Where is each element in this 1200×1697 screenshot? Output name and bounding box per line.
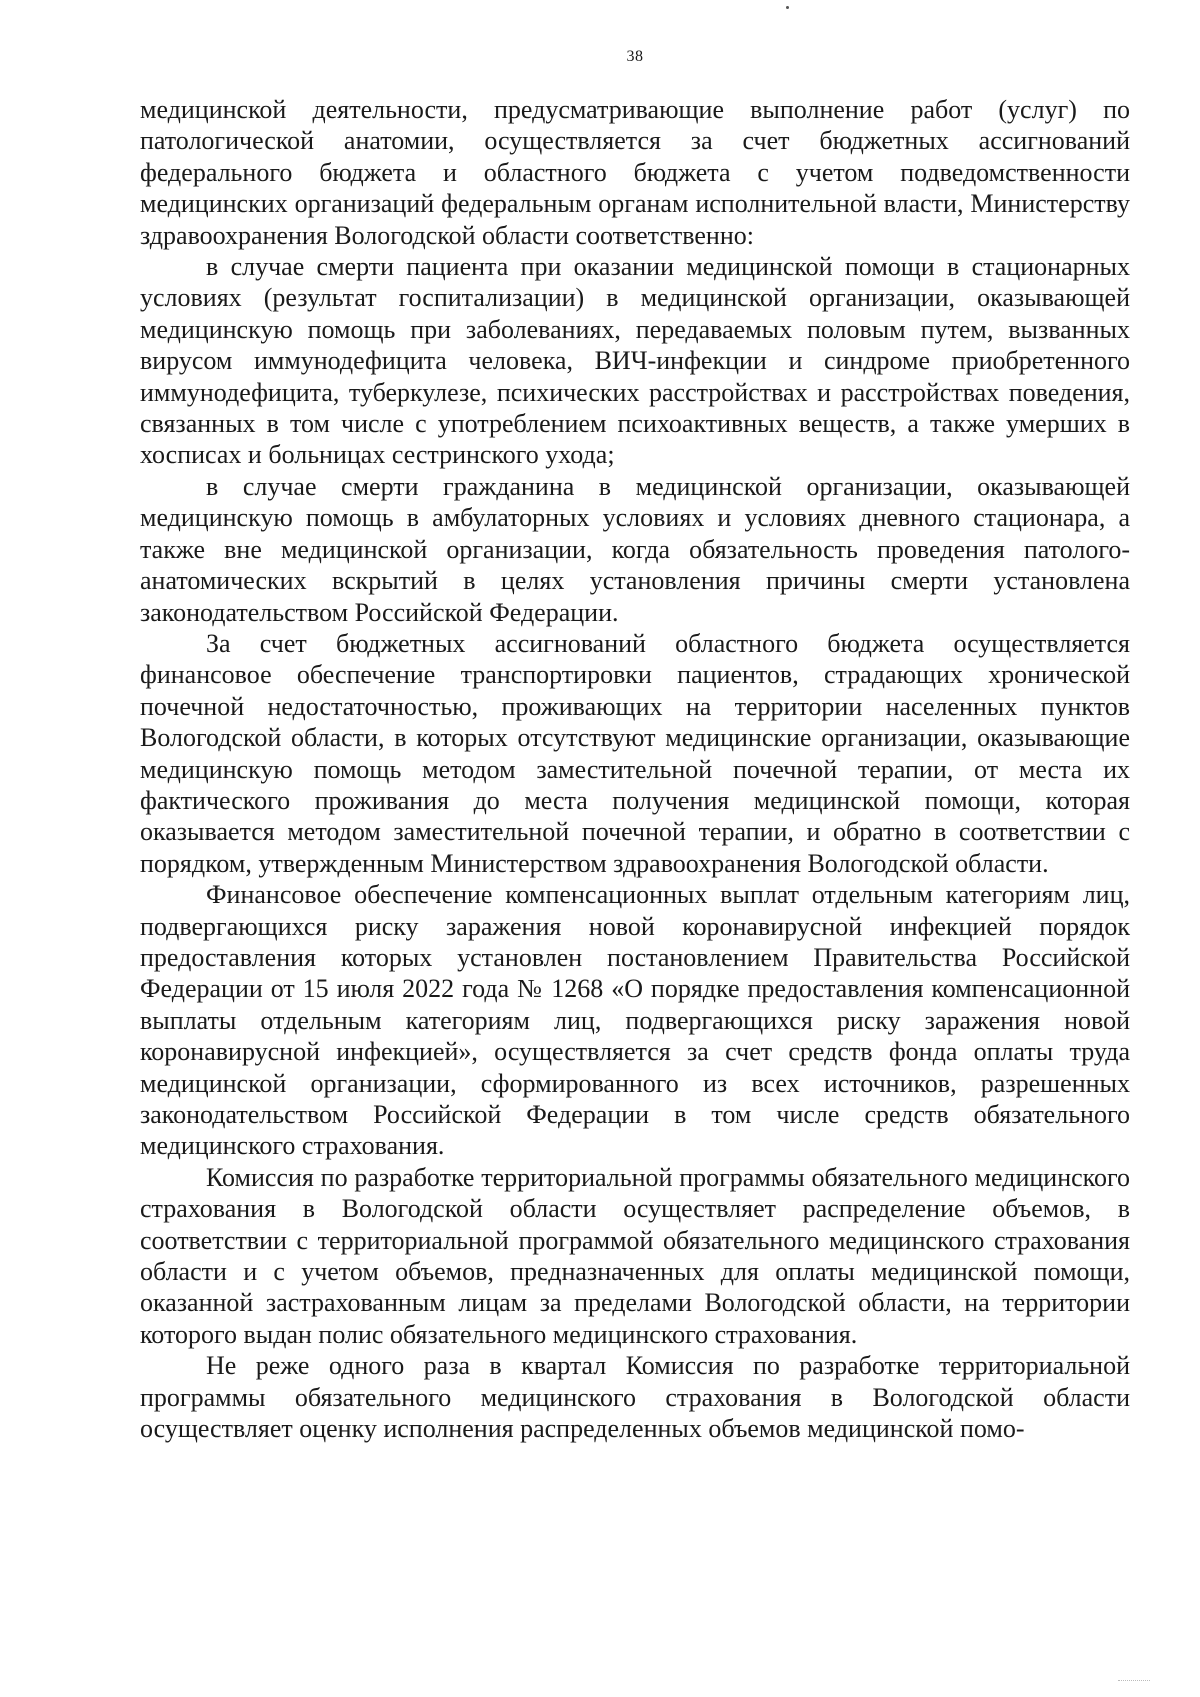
paragraph-7: Не реже одного раза в квартал Комиссия по разработке территориальной программы обязательного медицинского страхования в Вологодской области осуществляет оценку исполнения распределенных объемов медицинской помо-	[140, 1351, 1130, 1444]
paragraph-2: в случае смерти пациента при оказании медицинской помощи в стационарных условиях (результат госпитализации) в медицинской организации, оказывающей медицинскую помощь при заболеваниях, передаваемых половым путем, вызванных вирусом иммунодефицита человека, ВИЧ-инфекции и синдроме приобретенного иммунодефицита, туберкулезе, психических расстройствах и расстройствах поведения, связанных в том числе с употреблением психоактивных веществ, а также умерших в хосписах и больницах сестринского ухода;	[140, 252, 1130, 470]
paragraph-1: медицинской деятельности, предусматривающие выполнение работ (услуг) по патологической анатомии, осуществляется за счет бюджетных ассигнований федерального бюджета и областного бюджета с учетом подведомственности медицинских организаций федеральным органам исполнительной власти, Министерству здравоохранения Вологодской области соответственно:	[140, 95, 1130, 250]
paragraph-4: За счет бюджетных ассигнований областного бюджета осуществляется финансовое обеспечение транспортировки пациентов, страдающих хронической почечной недостаточностью, проживающих на территории населенных пунктов Вологодской области, в которых отсутствуют медицинские организации, оказывающие медицинскую помощь методом заместительной почечной терапии, от места их фактического проживания до места получения медицинской помощи, которая оказывается методом заместительной почечной терапии, и обратно в соответствии с порядком, утвержденным Министерством здравоохранения Вологодской области.	[140, 628, 1130, 878]
scan-corner-mark	[1118, 1680, 1150, 1689]
paragraph-6: Комиссия по разработке территориальной программы обязательного медицинского страхования в Вологодской области осуществляет распределение объемов, в соответствии с территориальной программой обязательного медицинского страхования области и с учетом объемов, предназначенных для оплаты медицинской помощи, оказанной застрахованным лицам за пределами Вологодской области, на территории которого выдан полис обязательного медицинского страхования.	[140, 1162, 1130, 1349]
scan-dot	[786, 6, 789, 9]
page-number: 38	[626, 48, 644, 65]
paragraph-5: Финансовое обеспечение компенсационных выплат отдельным категориям лиц, подвергающихся риску заражения новой коронавирусной инфекцией порядок предоставления которых установлен постановлением Правительства Российской Федерации от 15 июля 2022 года № 1268 «О порядке предоставления компенсационной выплаты отдельным категориям лиц, подвергающихся риску заражения новой коронавирусной инфекцией», осуществляется за счет средств фонда оплаты труда медицинской организации, сформированного из всех источников, разрешенных законодательством Российской Федерации в том числе средств обязательного медицинского страхования.	[140, 880, 1130, 1161]
paragraph-3: в случае смерти гражданина в медицинской организации, оказывающей медицинскую помощь в амбулаторных условиях и условиях дневного стационара, а также вне медицинской организации, когда обязательность проведения патолого-анатомических вскрытий в целях установления причины смерти установлена законодательством Российской Федерации.	[140, 471, 1130, 627]
document-body	[140, 94, 1130, 1444]
